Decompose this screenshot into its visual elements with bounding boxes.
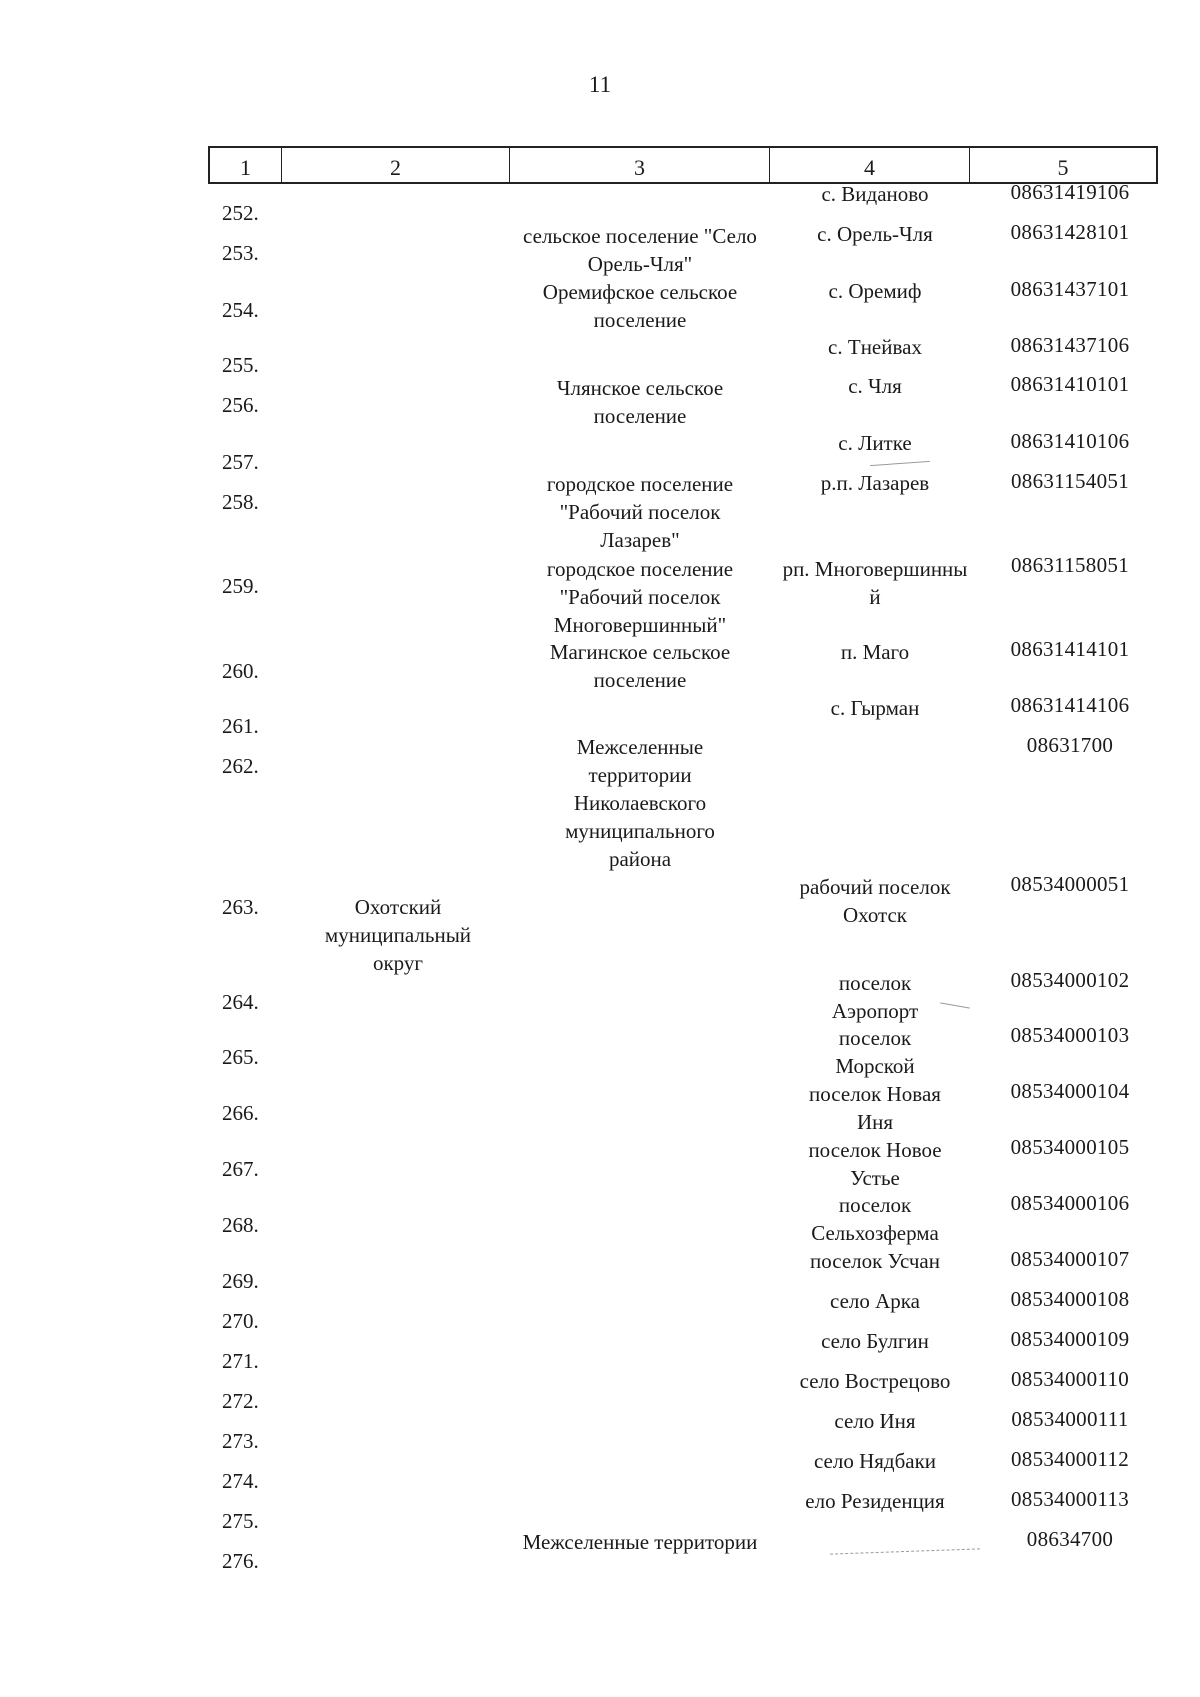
municipality-cell: Магинское сельское поселение bbox=[549, 640, 731, 692]
municipality-cell: сельское поселение "Село Орель-Чля" bbox=[523, 224, 757, 276]
oktmo-code-cell: 08631158051 bbox=[1010, 553, 1130, 577]
row-number: 261. bbox=[222, 714, 259, 738]
settlement-cell: поселок Новое Устье bbox=[808, 1138, 942, 1190]
row-number: 271. bbox=[222, 1349, 259, 1373]
oktmo-code-cell: 08631414101 bbox=[1010, 637, 1130, 661]
header-col-3: 3 bbox=[510, 148, 770, 182]
row-number: 256. bbox=[222, 393, 259, 417]
oktmo-code-cell: 08534000113 bbox=[1010, 1487, 1130, 1511]
row-number: 274. bbox=[222, 1469, 259, 1493]
settlement-cell: с. Виданово bbox=[821, 182, 929, 206]
oktmo-code-cell: 08631428101 bbox=[1010, 220, 1130, 244]
oktmo-code-cell: 08534000111 bbox=[1011, 1407, 1129, 1431]
row-number: 268. bbox=[222, 1213, 259, 1237]
row-number: 255. bbox=[222, 353, 259, 377]
settlement-cell: с. Оремиф bbox=[828, 279, 922, 303]
settlement-cell: село Арка bbox=[830, 1289, 920, 1313]
oktmo-code-cell: 08534000051 bbox=[1010, 872, 1130, 896]
municipality-cell: Оремифское сельское поселение bbox=[542, 280, 738, 332]
header-col-5: 5 bbox=[1057, 155, 1069, 180]
oktmo-code-cell: 08534000108 bbox=[1010, 1287, 1130, 1311]
settlement-cell: р.п. Лазарев bbox=[820, 471, 930, 495]
oktmo-code-cell: 08631410101 bbox=[1010, 372, 1130, 396]
settlement-cell: село Нядбаки bbox=[813, 1449, 937, 1473]
municipality-cell: городское поселение "Рабочий поселок Многовершинный" bbox=[546, 557, 734, 637]
row-number: 260. bbox=[222, 659, 259, 683]
row-number: 259. bbox=[222, 574, 259, 598]
settlement-cell: ело Резиденция bbox=[805, 1489, 945, 1513]
row-number: 264. bbox=[222, 990, 259, 1014]
page-number: 11 bbox=[588, 72, 612, 97]
row-number: 276. bbox=[222, 1549, 259, 1573]
district-cell: Охотский муниципальный округ bbox=[324, 895, 472, 975]
oktmo-code-cell: 08534000102 bbox=[1010, 968, 1130, 992]
oktmo-code-cell: 08631437101 bbox=[1010, 277, 1130, 301]
header-col-1: 1 bbox=[210, 148, 282, 182]
header-col-4: 4 bbox=[770, 148, 970, 182]
header-col-2: 2 bbox=[282, 148, 510, 182]
oktmo-code-cell: 08534000112 bbox=[1010, 1447, 1130, 1471]
row-number: 275. bbox=[222, 1509, 259, 1533]
oktmo-code-cell: 08534000105 bbox=[1010, 1135, 1130, 1159]
settlement-cell: поселок Сельхозферма bbox=[811, 1193, 939, 1245]
settlement-cell: село Вострецово bbox=[799, 1369, 951, 1393]
oktmo-code-cell: 08534000106 bbox=[1010, 1191, 1130, 1215]
row-number: 252. bbox=[222, 201, 259, 225]
settlement-cell: с. Тнейвах bbox=[828, 335, 922, 359]
settlement-cell: рабочий поселок Охотск bbox=[799, 875, 951, 927]
oktmo-code-cell: 08534000107 bbox=[1010, 1247, 1130, 1271]
row-number: 265. bbox=[222, 1045, 259, 1069]
settlement-cell: с. Орель-Чля bbox=[817, 222, 933, 246]
oktmo-code-cell: 08631154051 bbox=[1010, 469, 1130, 493]
settlement-cell: поселок Новая Иня bbox=[809, 1082, 941, 1134]
row-number: 266. bbox=[222, 1101, 259, 1125]
row-number: 273. bbox=[222, 1429, 259, 1453]
municipality-cell: городское поселение "Рабочий поселок Лазарев" bbox=[546, 472, 734, 552]
settlement-cell: поселок Морской bbox=[835, 1026, 915, 1078]
oktmo-code-cell: 08631410106 bbox=[1010, 429, 1130, 453]
settlement-cell: поселок Аэропорт bbox=[831, 971, 919, 1023]
oktmo-code-cell: 08534000104 bbox=[1010, 1079, 1130, 1103]
row-number: 257. bbox=[222, 450, 259, 474]
settlement-cell: село Иня bbox=[834, 1409, 916, 1433]
municipality-cell: Межселенные территории bbox=[522, 1530, 758, 1554]
row-number: 262. bbox=[222, 754, 259, 778]
settlement-cell: с. Литке bbox=[838, 431, 912, 455]
settlement-cell: п. Маго bbox=[840, 640, 910, 664]
oktmo-code-cell: 08631437106 bbox=[1010, 333, 1130, 357]
settlement-cell: рп. Многовершинны й bbox=[782, 557, 968, 609]
oktmo-code-cell: 08534000109 bbox=[1010, 1327, 1130, 1351]
row-number: 272. bbox=[222, 1389, 259, 1413]
settlement-cell: с. Гырман bbox=[830, 696, 920, 720]
settlement-cell: поселок Усчан bbox=[810, 1249, 940, 1273]
oktmo-code-cell: 08634700 bbox=[1026, 1527, 1114, 1551]
row-number: 254. bbox=[222, 298, 259, 322]
settlement-cell: с. Чля bbox=[848, 374, 902, 398]
oktmo-code-cell: 08631419106 bbox=[1010, 180, 1130, 204]
row-number: 258. bbox=[222, 490, 259, 514]
oktmo-code-cell: 08631414106 bbox=[1010, 693, 1130, 717]
oktmo-code-cell: 08631700 bbox=[1026, 733, 1114, 757]
row-number: 267. bbox=[222, 1157, 259, 1181]
municipality-cell: Межселенные территории Николаевского муниципального района bbox=[565, 735, 715, 871]
row-number: 263. bbox=[222, 895, 259, 919]
settlement-cell: село Булгин bbox=[821, 1329, 929, 1353]
row-number: 270. bbox=[222, 1309, 259, 1333]
oktmo-code-cell: 08534000110 bbox=[1010, 1367, 1130, 1391]
oktmo-code-cell: 08534000103 bbox=[1010, 1023, 1130, 1047]
row-number: 253. bbox=[222, 241, 259, 265]
municipality-cell: Члянское сельское поселение bbox=[556, 376, 724, 428]
row-number: 269. bbox=[222, 1269, 259, 1293]
